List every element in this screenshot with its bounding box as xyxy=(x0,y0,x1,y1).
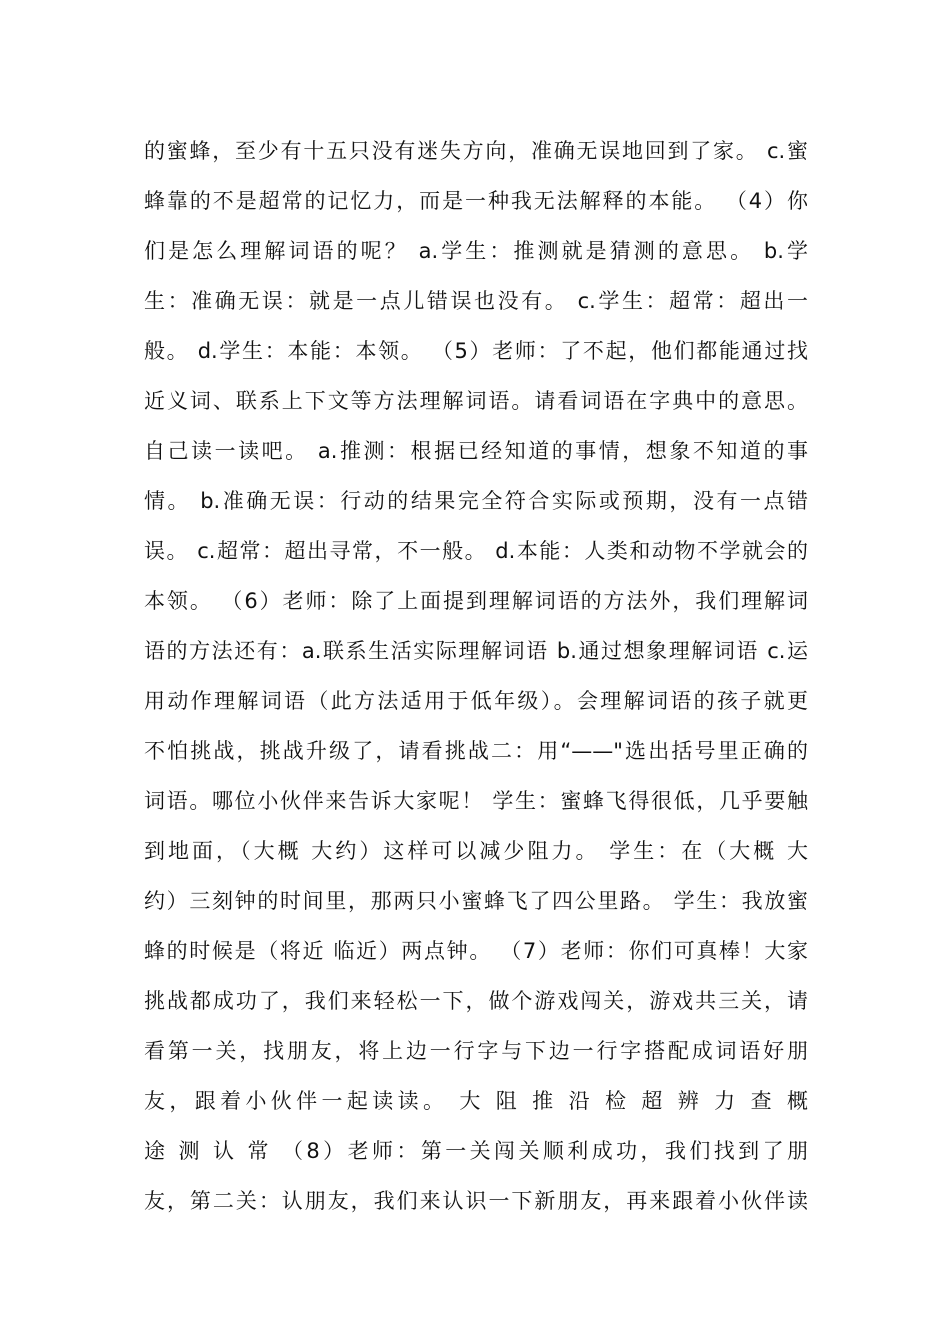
text-line: 约）三刻钟的时间里，那两只小蜜蜂飞了四公里路。 学生：我放蜜 xyxy=(144,889,808,913)
text-line: 误。 c.超常：超出寻常，不一般。 d.本能：人类和动物不学就会的 xyxy=(144,539,808,563)
body-text xyxy=(144,126,808,1226)
text-line: 们是怎么理解词语的呢？ a.学生：推测就是猜测的意思。 b.学 xyxy=(144,239,808,263)
text-line: 蜂的时候是（将近 临近）两点钟。 （7）老师：你们可真棒！大家 xyxy=(144,939,808,963)
text-line: 挑战都成功了，我们来轻松一下，做个游戏闯关，游戏共三关，请 xyxy=(144,989,808,1013)
text-line: 情。 b.准确无误：行动的结果完全符合实际或预期，没有一点错 xyxy=(144,489,808,513)
text-line: 看第一关，找朋友，将上边一行字与下边一行字搭配成词语好朋 xyxy=(144,1039,808,1063)
text-line: 自己读一读吧。 a.推测：根据已经知道的事情，想象不知道的事 xyxy=(144,439,808,463)
text-line: 般。 d.学生：本能：本领。 （5）老师：了不起，他们都能通过找 xyxy=(144,339,808,363)
text-line: 友，跟着小伙伴一起读读。 大 阻 推 沿 检 超 辨 力 查 概 xyxy=(144,1089,808,1113)
text-line: 蜂靠的不是超常的记忆力，而是一种我无法解释的本能。 （4）你 xyxy=(144,189,808,213)
text-line: 用动作理解词语（此方法适用于低年级）。会理解词语的孩子就更 xyxy=(144,689,808,713)
text-line: 不怕挑战，挑战升级了，请看挑战二：用“——"选出括号里正确的 xyxy=(144,739,808,763)
text-line: 友，第二关：认朋友，我们来认识一下新朋友，再来跟着小伙伴读 xyxy=(144,1189,808,1213)
text-line: 途 测 认 常 （8）老师：第一关闯关顺利成功，我们找到了朋 xyxy=(144,1139,808,1163)
text-line: 本领。 （6）老师：除了上面提到理解词语的方法外，我们理解词 xyxy=(144,589,808,613)
text-line: 生：准确无误：就是一点儿错误也没有。 c.学生：超常：超出一 xyxy=(144,289,808,313)
text-line: 到地面，（大概 大约）这样可以减少阻力。 学生：在（大概 大 xyxy=(144,839,808,863)
text-line: 语的方法还有：a.联系生活实际理解词语 b.通过想象理解词语 c.运 xyxy=(144,639,808,663)
text-line: 的蜜蜂，至少有十五只没有迷失方向，准确无误地回到了家。 c.蜜 xyxy=(144,139,808,163)
text-line: 词语。哪位小伙伴来告诉大家呢！ 学生：蜜蜂飞得很低，几乎要触 xyxy=(144,789,808,813)
text-line: 近义词、联系上下文等方法理解词语。请看词语在字典中的意思。 xyxy=(144,389,808,413)
